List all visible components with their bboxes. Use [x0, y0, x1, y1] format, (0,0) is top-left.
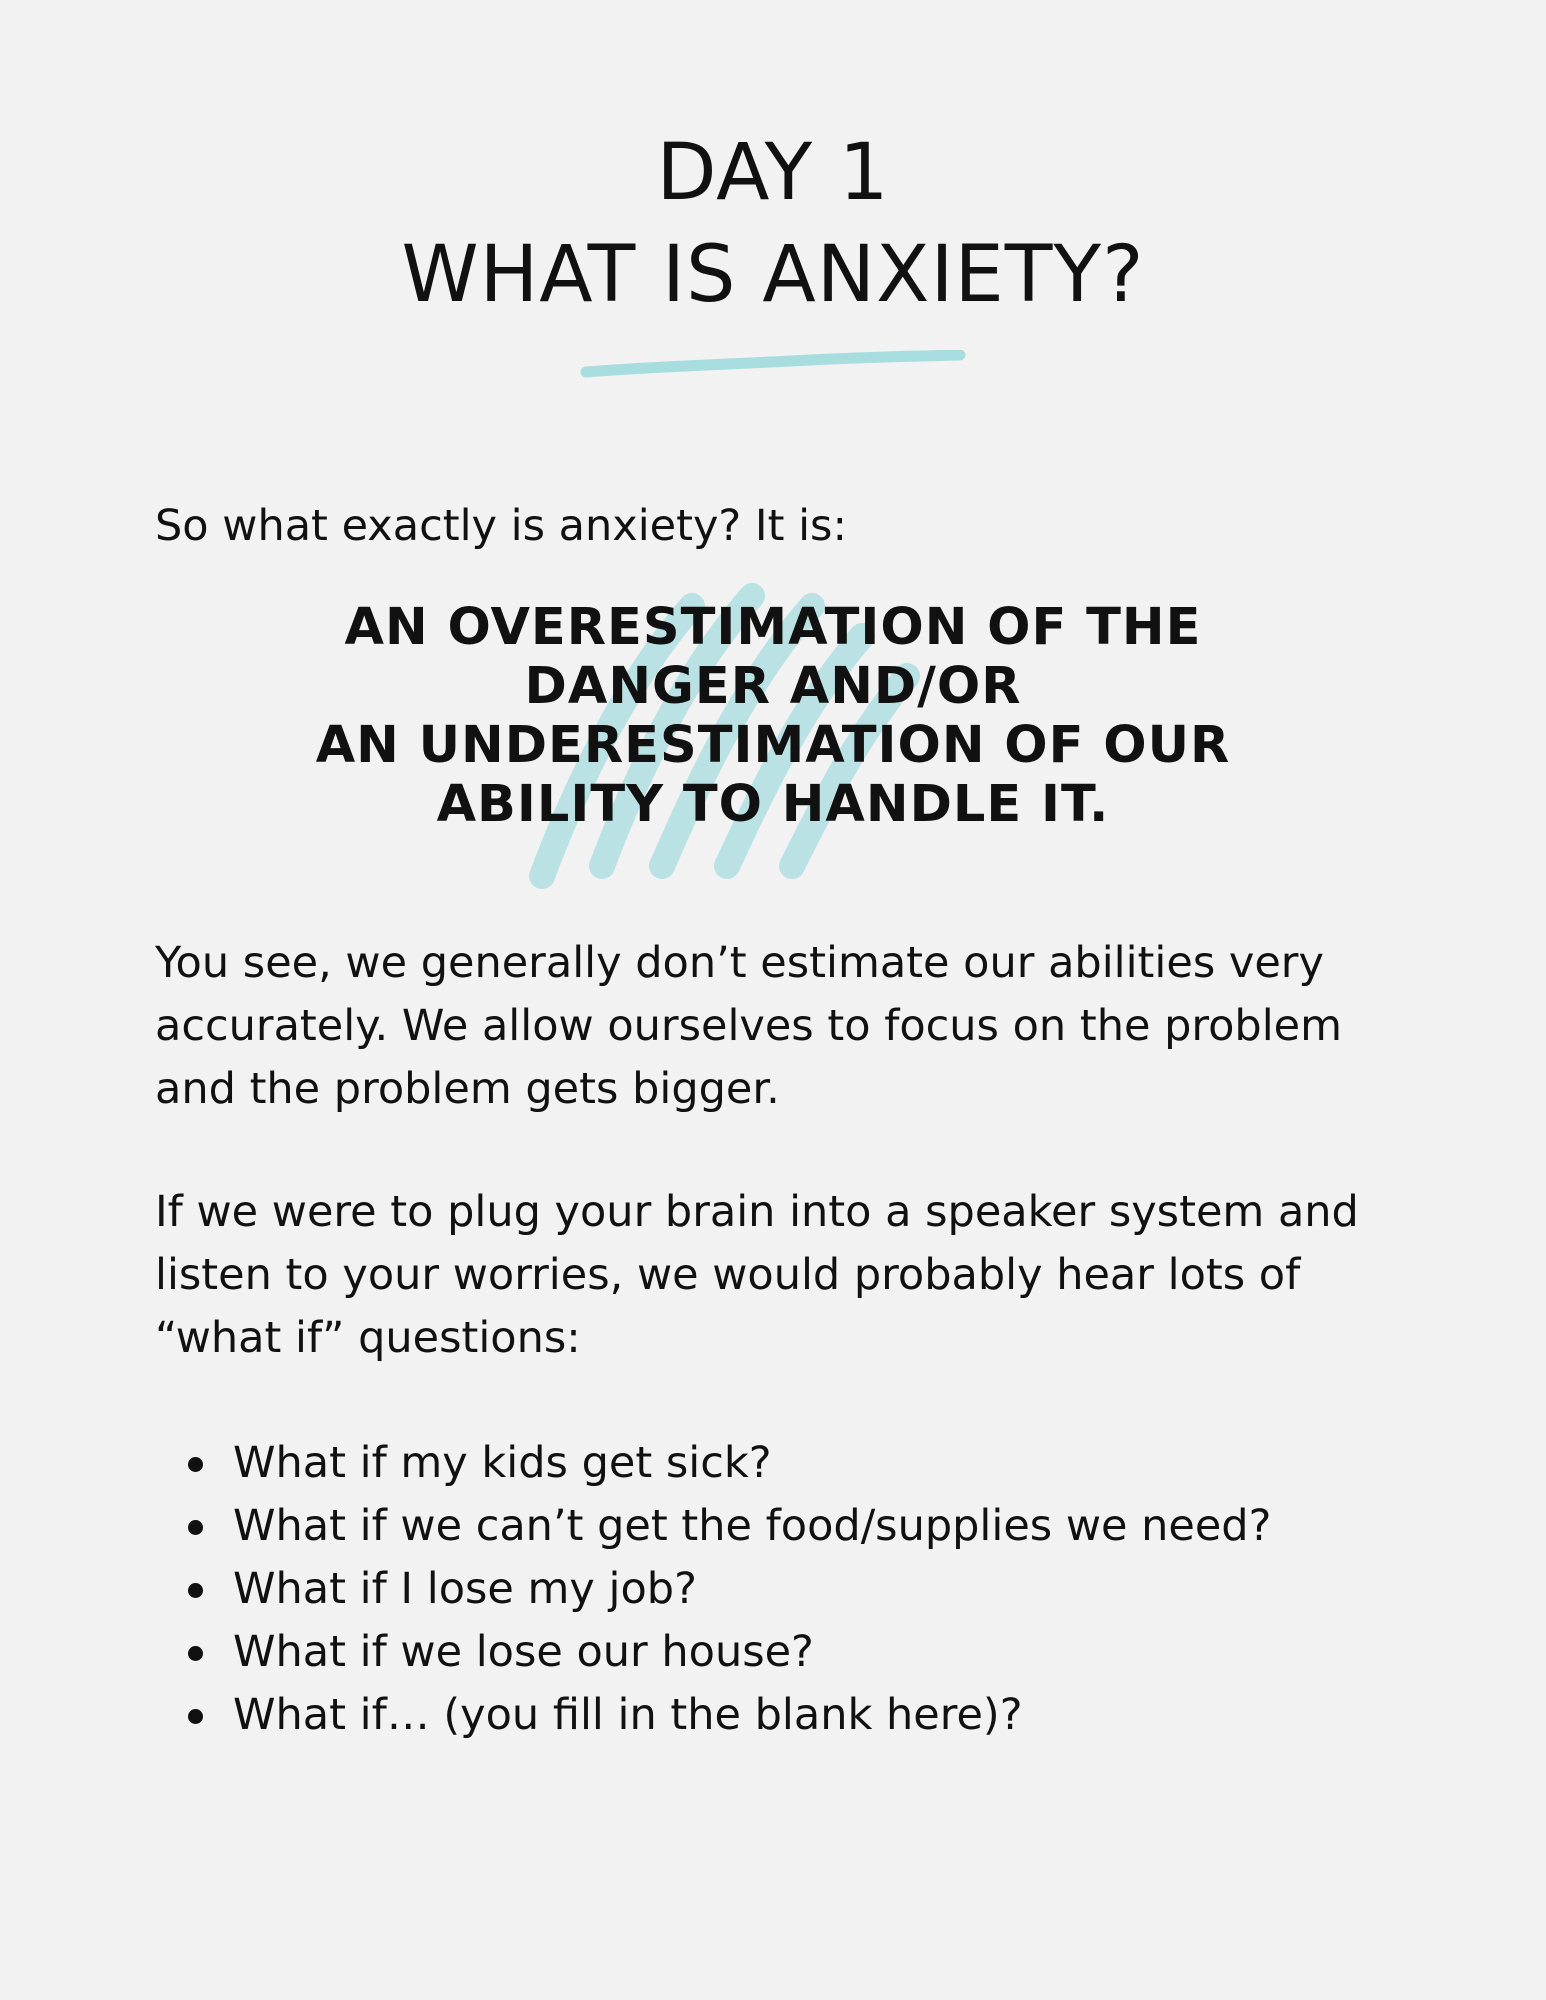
paragraph-estimate: You see, we generally don’t estimate our abilities very accurately. We allow ourselves to focus on the problem and the problem gets bigger. — [155, 938, 1342, 1114]
bullet-icon — [188, 1520, 203, 1535]
intro-text: So what exactly is anxiety? It is: — [155, 501, 847, 551]
list-item-text: What if we can’t get the food/supplies we need? — [233, 1501, 1272, 1551]
definition-line: ABILITY TO HANDLE IT. — [436, 775, 1110, 834]
definition-line: DANGER AND/OR — [524, 657, 1022, 716]
list-item — [155, 1432, 1271, 1495]
list-item — [155, 1684, 1271, 1747]
bullet-icon — [188, 1646, 203, 1661]
definition-line: AN OVERESTIMATION OF THE — [344, 598, 1202, 657]
what-if-list — [155, 1432, 1271, 1747]
title-text: WHAT IS ANXIETY? — [401, 230, 1145, 320]
list-item-text: What if we lose our house? — [233, 1627, 814, 1677]
list-item-text: What if I lose my job? — [233, 1564, 697, 1614]
day-label: DAY 1 — [656, 128, 890, 218]
list-item-text: What if… (you fill in the blank here)? — [233, 1690, 1023, 1740]
list-item — [155, 1495, 1271, 1558]
list-item — [155, 1558, 1271, 1621]
bullet-icon — [188, 1583, 203, 1598]
definition-line: AN UNDERESTIMATION OF OUR — [315, 716, 1231, 775]
title-underline-brush — [580, 350, 966, 380]
definition-callout — [230, 598, 1316, 908]
list-item — [155, 1621, 1271, 1684]
bullet-icon — [188, 1709, 203, 1724]
bullet-icon — [188, 1457, 203, 1472]
page-title — [0, 122, 1546, 326]
definition-text — [230, 598, 1316, 834]
list-item-text: What if my kids get sick? — [233, 1438, 772, 1488]
paragraph-what-if: If we were to plug your brain into a speaker system and listen to your worries, we would probably hear lots of “what if” questions: — [155, 1187, 1359, 1363]
